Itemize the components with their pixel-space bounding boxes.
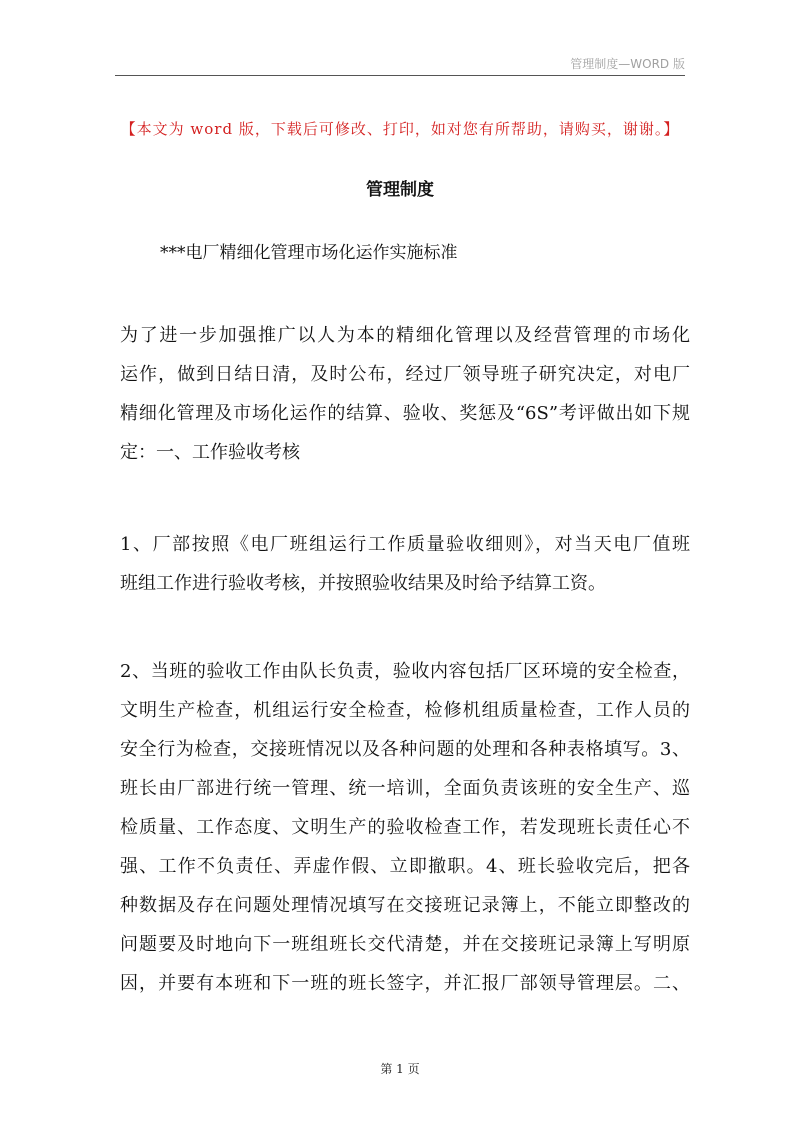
document-subtitle: ***电厂精细化管理市场化运作实施标准 [160,243,458,263]
text-line: 种数据及存在问题处理情况填写在交接班记录簿上，不能立即整改的 [120,895,690,916]
text-line: 2、当班的验收工作由队长负责，验收内容包括厂区环境的安全检查， [120,661,690,682]
document-title: 管理制度 [366,180,434,200]
paragraph-item-1 [120,525,690,603]
text-line: 因，并要有本班和下一班的班长签字，并汇报厂部领导管理层。二、 [120,973,690,994]
text-line: 定：一、工作验收考核 [120,442,300,463]
text-line: 安全行为检查，交接班情况以及各种问题的处理和各种表格填写。3、 [120,739,690,760]
text-line: 强、工作不负责任、弄虚作假、立即撤职。4、班长验收完后，把各 [120,856,690,877]
text-line: 运作，做到日结日清，及时公布，经过厂领导班子研究决定，对电厂 [120,364,690,385]
text-line: 班长由厂部进行统一管理、统一培训，全面负责该班的安全生产、巡 [120,778,690,799]
text-line: 1、厂部按照《电厂班组运行工作质量验收细则》，对当天电厂值班 [120,534,690,555]
text-line: 问题要及时地向下一班组班长交代清楚，并在交接班记录簿上写明原 [120,934,690,955]
paragraph-intro [120,316,690,472]
header-rule [115,75,685,76]
page-number: 第 1 页 [380,1062,420,1076]
text-line: 文明生产检查，机组运行安全检查，检修机组质量检查，工作人员的 [120,700,690,721]
purchase-notice: 【本文为 word 版，下载后可修改、打印，如对您有所帮助，请购买，谢谢。】 [120,120,680,138]
text-line: 检质量、工作态度、文明生产的验收检查工作，若发现班长责任心不 [120,817,690,838]
text-line: 精细化管理及市场化运作的结算、验收、奖惩及“6S”考评做出如下规 [120,403,690,424]
text-line: 班组工作进行验收考核，并按照验收结果及时给予结算工资。 [120,573,606,594]
paragraph-item-2 [120,652,690,1003]
text-line: 为了进一步加强推广以人为本的精细化管理以及经营管理的市场化 [120,325,690,346]
header-text: 管理制度—WORD 版 [570,57,685,71]
